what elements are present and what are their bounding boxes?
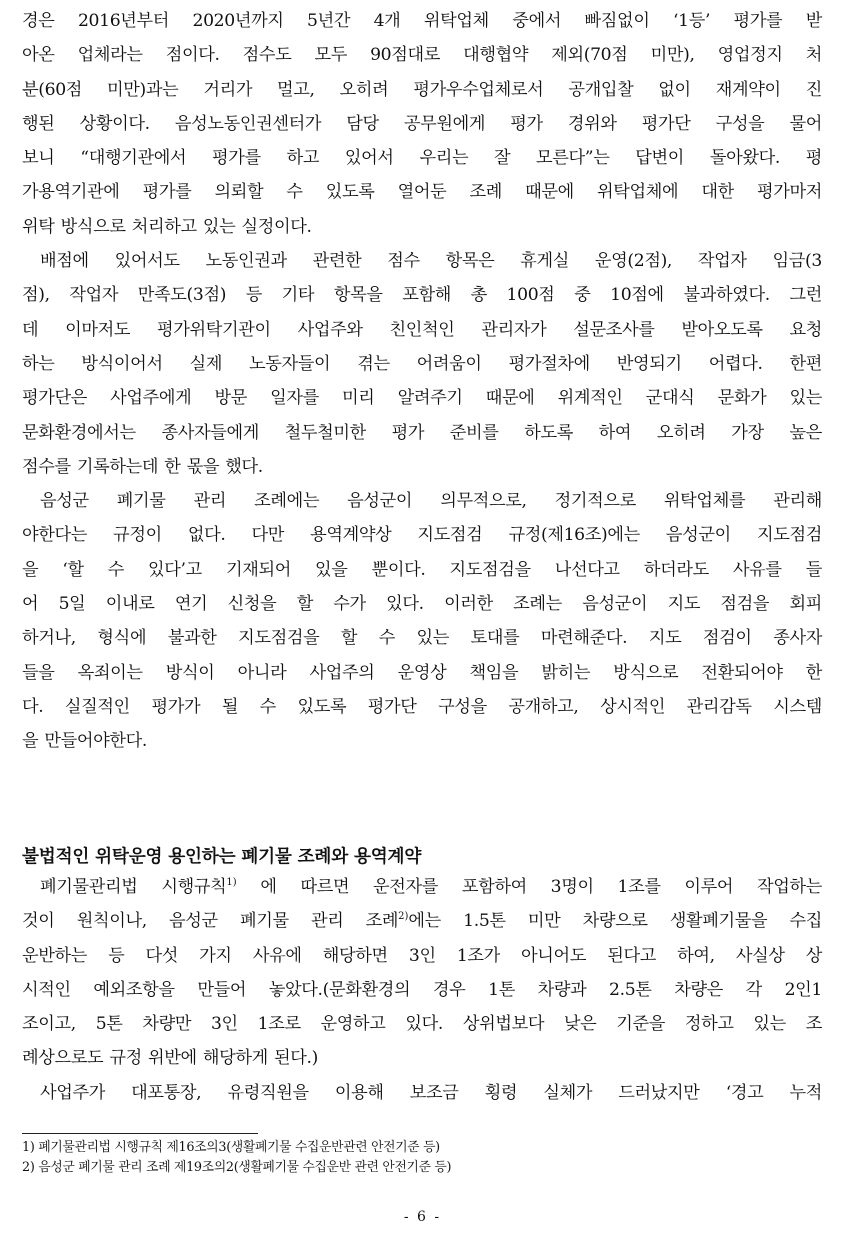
footnote-marker: 1) <box>22 1140 35 1155</box>
text-line: 하거나, 형식에 불과한 지도점검을 할 수 있는 토대를 마련해준다. 지도 점검이 종사자 <box>22 628 822 649</box>
text-line: 점), 작업자 만족도(3점) 등 기타 항목을 포함해 총 100점 중 10점에 불과하였다. 그런 <box>22 285 822 306</box>
text-line: 다. 실질적인 평가가 될 수 있도록 평가단 구성을 공개하고, 상시적인 관리감독 시스템 <box>22 696 822 717</box>
footnote-ref[interactable]: 2) <box>398 911 409 923</box>
page-number: - 6 - <box>403 1209 442 1225</box>
footnote-item <box>22 1138 822 1158</box>
body-text-section <box>22 4 822 759</box>
footnotes <box>22 1138 822 1178</box>
text-line: 조이고, 5톤 차량만 3인 1조로 운영하고 있다. 상위법보다 낮은 기준을 정하고 있는 조 <box>22 1014 822 1035</box>
text-line: 아온 업체라는 점이다. 점수도 모두 90점대로 대행협약 제외(70점 미만), 영업정지 처 <box>22 45 822 66</box>
footnote-detail: 제19조의2(생활폐기물 수집운반 관련 안전기준 등) <box>170 1160 452 1175</box>
text-line: 가용역기관에 평가를 의뢰할 수 있도록 열어둔 조례 때문에 위탁업체에 대한 평가마저 <box>22 182 822 203</box>
text-line: 들을 옥죄이는 방식이 아니라 사업주의 운영상 책임을 밝히는 방식으로 전환되어야 한 <box>22 662 822 683</box>
text-line: 행된 상황이다. 음성노동인권센터가 담당 공무원에게 평가 경위와 평가단 구성을 물어 <box>22 113 822 134</box>
text-line: 경은 2016년부터 2020년까지 5년간 4개 위탁업체 중에서 빠짐없이 ‘1등’ 평가를 받 <box>22 11 822 31</box>
footnote-divider <box>22 1133 258 1134</box>
footnote-item <box>22 1158 822 1178</box>
text-line: 야한다는 규정이 없다. 다만 용역계약상 지도점검 규정(제16조)에는 음성군이 지도점검 <box>22 525 822 546</box>
text-line: 점수를 기록하는데 한 몫을 했다. <box>22 456 263 477</box>
text-line <box>22 870 822 904</box>
footnote-title: 음성군 폐기물 관리 조례 <box>38 1160 171 1175</box>
footnote-marker: 2) <box>22 1160 35 1175</box>
text-fragment: 폐기물관리법 시행규칙 <box>40 877 227 897</box>
text-line: 을 ‘할 수 있다’고 기재되어 있을 뿐이다. 지도점검을 나선다고 하더라도 사유를 들 <box>22 559 822 580</box>
text-line: 운반하는 등 다섯 가지 사유에 해당하면 3인 1조가 아니어도 된다고 하여, 사실상 상 <box>22 945 822 966</box>
text-fragment: 것이 원칙이나, 음성군 폐기물 관리 조례 <box>22 911 399 932</box>
footnote-ref[interactable]: 1) <box>226 877 237 888</box>
text-line: 하는 방식이어서 실제 노동자들이 겪는 어려움이 평가절차에 반영되기 어렵다. 한편 <box>22 353 822 374</box>
text-fragment: 에 따르면 운전자를 포함하여 3명이 1조를 이루어 작업하는 <box>236 877 822 897</box>
text-line: 례상으로도 규정 위반에 해당하게 된다.) <box>22 1048 318 1069</box>
text-line: 배점에 있어서도 노동인권과 관련한 점수 항목은 휴게실 운영(2점), 작업자 임금(3 <box>40 251 822 272</box>
text-line: 위탁 방식으로 처리하고 있는 실정이다. <box>22 216 312 237</box>
text-line: 분(60점 미만)과는 거리가 멀고, 오히려 평가우수업체로서 공개입찰 없이 재계약이 진 <box>22 79 822 100</box>
footnote-title: 폐기물관리법 시행규칙 <box>38 1140 163 1155</box>
body-text-section <box>22 870 822 1110</box>
text-line: 음성군 폐기물 관리 조례에는 음성군이 의무적으로, 정기적으로 위탁업체를 관리해 <box>40 491 822 512</box>
footnote-detail: 제16조의3(생활폐기물 수집운반관련 안전기준 등) <box>162 1140 440 1155</box>
text-line: 을 만들어야한다. <box>22 731 147 752</box>
text-line: 문화환경에서는 종사자들에게 철두철미한 평가 준비를 하도록 하여 오히려 가장 높은 <box>22 422 822 443</box>
text-line: 보니 “대행기관에서 평가를 하고 있어서 우리는 잘 모른다”는 답변이 돌아왔다. 평 <box>22 148 822 169</box>
section-heading: 불법적인 위탁운영 용인하는 폐기물 조례와 용역계약 <box>22 846 422 867</box>
text-line: 데 이마저도 평가위탁기관이 사업주와 친인척인 관리자가 설문조사를 받아오도록 요청 <box>22 319 822 340</box>
text-fragment: 에는 1.5톤 미만 차량으로 생활폐기물을 수집 <box>408 911 822 932</box>
text-line: 평가단은 사업주에게 방문 일자를 미리 알려주기 때문에 위계적인 군대식 문화가 있는 <box>22 388 822 409</box>
text-line: 어 5일 이내로 연기 신청을 할 수가 있다. 이러한 조례는 음성군이 지도 점검을 회피 <box>22 594 822 615</box>
text-line: 사업주가 대포통장, 유령직원을 이용해 보조금 횡령 실체가 드러났지만 ‘경고 누적 <box>40 1082 822 1103</box>
text-line: 시적인 예외조항을 만들어 놓았다.(문화환경의 경우 1톤 차량과 2.5톤 차량은 각 2인1 <box>22 979 822 1000</box>
text-line <box>22 904 822 938</box>
